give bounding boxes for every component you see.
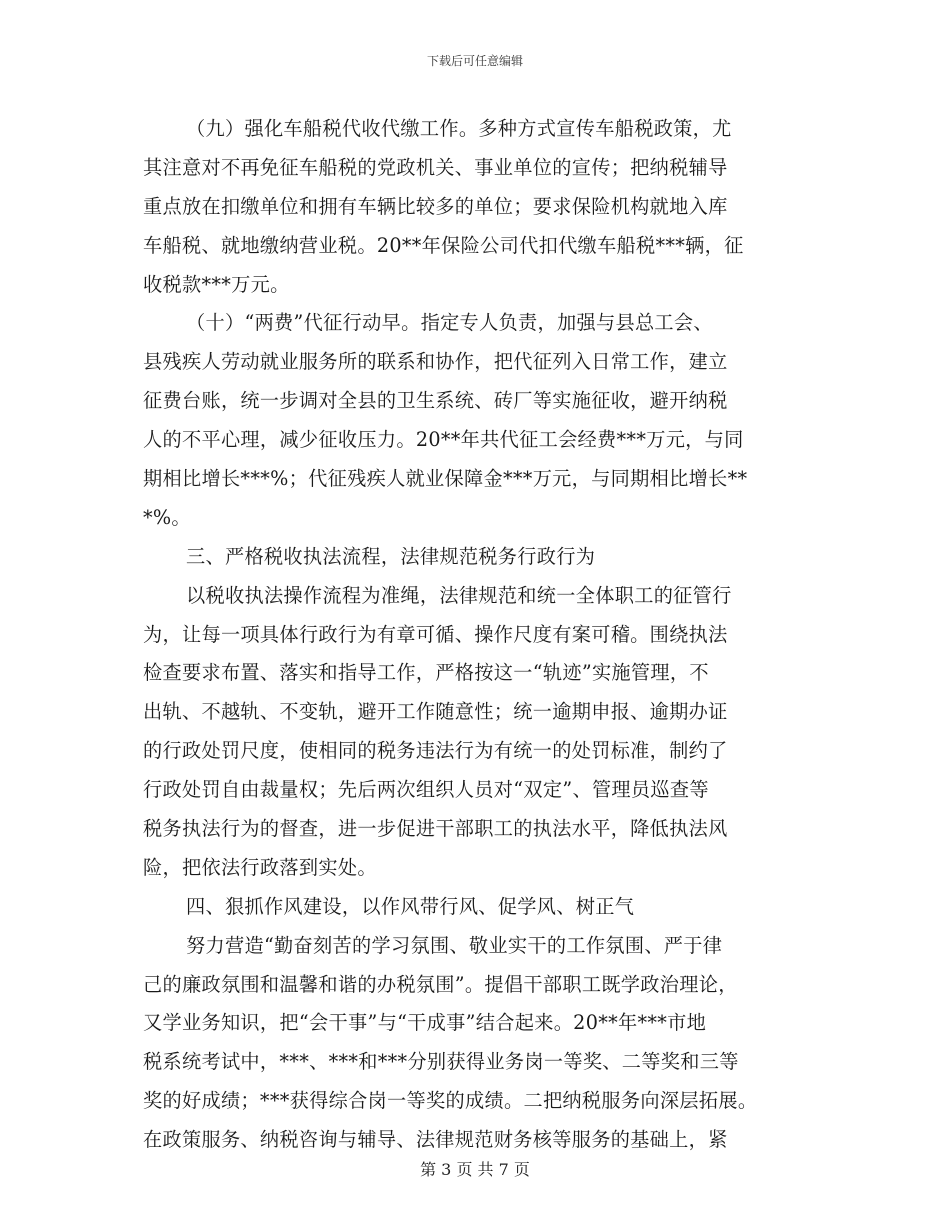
text-line: 车船税、就地缴纳营业税。20**年保险公司代扣代缴车船税***辆，征: [143, 233, 744, 257]
text-line: 以税收执法操作流程为准绳，法律规范和统一全体职工的征管行: [186, 583, 732, 607]
text-line: （十）“两费”代征行动早。指定专人负责，加强与县总工会、: [186, 311, 713, 335]
text-line: （九）强化车船税代收代缴工作。多种方式宣传车船税政策，尤: [186, 117, 732, 140]
text-line: 奖的好成绩；***获得综合岗一等奖的成绩。二把纳税服务向深层拓展。: [143, 1089, 758, 1113]
text-line: 县残疾人劳动就业服务所的联系和协作，把代征列入日常工作，建立: [143, 350, 728, 374]
text-line: 努力营造“勤奋刻苦的学习氛围、敬业实干的工作氛围、严于律: [186, 933, 723, 957]
text-line: 其注意对不再免征车船税的党政机关、事业单位的宣传；把纳税辅导: [143, 155, 728, 179]
text-line: 税务执法行为的督查，进一步促进干部职工的执法水平，降低执法风: [143, 817, 728, 841]
text-line: 税系统考试中，***、***和***分别获得业务岗一等奖、二等奖和三等: [143, 1050, 739, 1074]
text-line: 出轨、不越轨、不变轨，避开工作随意性；统一逾期申报、逾期办证: [143, 700, 728, 724]
text-line: 三、严格税收执法流程，法律规范税务行政行为: [186, 544, 596, 568]
text-line: 为，让每一项具体行政行为有章可循、操作尺度有案可稽。围绕执法: [143, 622, 728, 646]
page-number: 第 3 页 共 7 页: [420, 1160, 530, 1179]
text-line: 四、狠抓作风建设，以作风带行风、促学风、树正气: [186, 894, 635, 918]
text-line: 人的不平心理，减少征收压力。20**年共代征工会经费***万元，与同: [143, 428, 744, 452]
text-line: 险，把依法行政落到实处。: [143, 855, 377, 879]
page-header: 下载后可任意编辑: [426, 54, 523, 68]
text-line: 又学业务知识，把“会干事”与“干成事”结合起来。20**年***市地: [143, 1011, 707, 1035]
text-line: 行政处罚自由裁量权；先后两次组织人员对“双定”、管理员巡查等: [143, 778, 709, 802]
text-line: 己的廉政氛围和温馨和谐的办税氛围”。提倡干部职工既学政治理论，: [143, 972, 738, 996]
text-line: 在政策服务、纳税咨询与辅导、法律规范财务核等服务的基础上，紧: [143, 1128, 728, 1152]
text-line: 期相比增长***%；代征残疾人就业保障金***万元，与同期相比增长**: [143, 467, 748, 491]
text-line: 重点放在扣缴单位和拥有车辆比较多的单位；要求保险机构就地入库: [143, 194, 728, 218]
text-line: 收税款***万元。: [143, 272, 290, 296]
text-line: 征费台账，统一步调对全县的卫生系统、砖厂等实施征收，避开纳税: [143, 389, 728, 413]
document-body: [143, 110, 803, 1160]
text-line: 检查要求布置、落实和指导工作，严格按这一“轨迹”实施管理，不: [143, 661, 709, 685]
text-line: 的行政处罚尺度，使相同的税务违法行为有统一的处罚标准，制约了: [143, 739, 728, 763]
text-line: *%。: [143, 505, 191, 529]
